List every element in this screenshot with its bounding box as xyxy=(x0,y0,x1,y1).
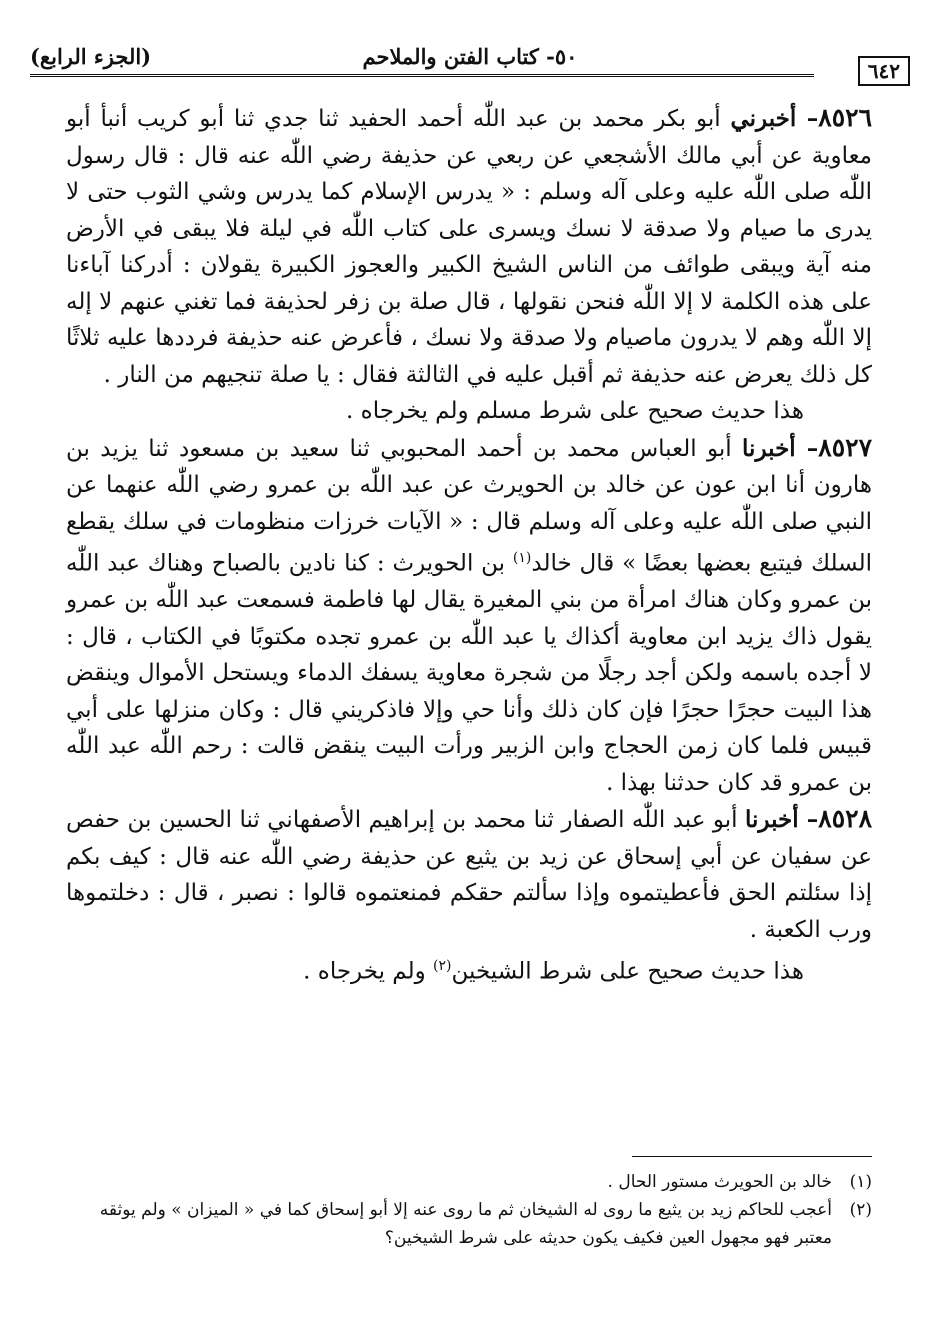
hadith-number: ٨٥٢٦ xyxy=(818,103,873,132)
main-text xyxy=(66,100,872,990)
footnote-mark: (١) xyxy=(849,1172,872,1192)
hadith-8526 xyxy=(66,100,872,393)
chapter-title: ٥٠- كتاب الفتن والملاحم xyxy=(362,44,578,69)
page-number: ٦٤٢ xyxy=(858,56,910,86)
verdict-text: ولم يخرجاه . xyxy=(303,958,434,985)
footnote-2 xyxy=(66,1196,872,1252)
hadith-lead: – أخبرني xyxy=(730,105,819,132)
hadith-text: بن الحويرث : كنا نادين بالصباح وهناك عبد اللّٰه بن عمرو وكان هناك امرأة من بني المغيرة يقال لها فاطمة فسمعت عبد اللّٰه بن عمرو يقول ذاك يزيد ابن معاوية أكذاك يا عبد اللّٰه بن عمرو تجده مكتوبًا في الكتاب ، قال : لا أجده باسمه ولكن أجد رجلًا من شجرة معاوية يسفك الدماء ويستحل الأموال وينقض هذا البيت حجرًا حجرًا فإن كان ذلك وأنا حي وإلا فاذكريني قال : وكان منزلها على أبي قبيس فلما كان زمن الحجاج وابن الزبير ورأت البيت ينقض قالت : رحم اللّٰه عبد اللّٰه بن عمرو قد كان حدثنا بهذا . xyxy=(66,550,873,796)
hadith-number: ٨٥٢٨ xyxy=(818,804,873,834)
hadith-8527 xyxy=(66,430,872,802)
footnote-text: أعجب للحاكم زيد بن يثيع ما روى له الشيخان ثم ما روى عنه إلا أبو إسحاق كما في « الميزان » ولم يوثقه معتبر فهو مجهول العين فكيف يكون حديثه على شرط الشيخين؟ xyxy=(99,1200,832,1248)
hadith-number: ٨٥٢٧ xyxy=(818,432,872,462)
footnote-ref[interactable]: (١) xyxy=(512,550,532,566)
hadith-text: أبو بكر محمد بن عبد اللّٰه أحمد الحفيد ثنا جدي ثنا أبو كريب أنبأ أبو معاوية عن أبي مالك الأشجعي عن ربعي عن حذيفة رضي اللّٰه عنه قال : قال رسول اللّٰه صلى اللّٰه عليه وعلى آله وسلم : « يدرس الإسلام كما يدرس وشي الثوب حتى لا يدرى ما صيام ولا صدقة لا نسك ويسرى على كتاب اللّٰه في ليلة فلا يبقى في الأرض منه آية ويبقى طوائف من الناس الشيخ الكبير والعجوز الكبيرة يقولان : أدركنا آباءنا على هذه الكلمة لا إلا اللّٰه فنحن نقولها ، قال صلة بن زفر لحذيفة فما تغني عنهم لا إله إلا اللّٰه وهم لا يدرون ماصيام ولا صدقة ولا نسك ، فأعرض عنه حذيفة فرددها عليه ثلاثًا كل ذلك يعرض عنه حذيفة ثم أقبل عليه في الثالثة فقال : يا صلة تنجيهم من النار . xyxy=(66,106,872,388)
volume-label: (الجزء الرابع) xyxy=(30,44,152,69)
header-rule xyxy=(30,74,814,77)
footnote-rule xyxy=(632,1156,872,1157)
footnote-text: خالد بن الحويرث مستور الحال . xyxy=(607,1172,832,1192)
footnote-ref[interactable]: (٢) xyxy=(433,958,452,975)
hadith-verdict xyxy=(66,948,872,990)
hadith-text: أبو العباس محمد بن أحمد المحبوبي ثنا سعيد بن مسعود ثنا يزيد بن هارون أنا ابن عون عن خالد بن الحويرث عن عبد اللّٰه بن عمرو رضي اللّٰه عنهما عن النبي صلى اللّٰه عليه وعلى آله وسلم قال : « الآيات خرزات منظومات في سلك يقطع السلك فيتبع بعضها بعضًا » قال خالد xyxy=(66,435,872,577)
hadith-lead: – أخبرنا xyxy=(745,806,819,834)
footnotes xyxy=(66,1168,872,1252)
hadith-verdict: هذا حديث صحيح على شرط مسلم ولم يخرجاه . xyxy=(346,398,804,424)
hadith-8528 xyxy=(66,801,872,948)
hadith-lead: – أخبرنا xyxy=(742,434,819,462)
verdict-text: هذا حديث صحيح على شرط الشيخين xyxy=(451,958,804,985)
footnote-mark: (٢) xyxy=(849,1200,872,1220)
page-header xyxy=(30,40,910,83)
hadith-text: أبو عبد اللّٰه الصفار ثنا محمد بن إبراهيم الأصفهاني ثنا الحسين بن حفص عن سفيان عن أبي إسحاق عن زيد بن يثيع عن حذيفة رضي اللّٰه عنه قال : كيف بكم إذا سئلتم الحق فأعطيتموه وإذا سألتم حقكم فمنعتموه قالوا : نصبر ، قال : دخلتموها ورب الكعبة . xyxy=(66,807,872,943)
footnote-1 xyxy=(66,1168,872,1196)
